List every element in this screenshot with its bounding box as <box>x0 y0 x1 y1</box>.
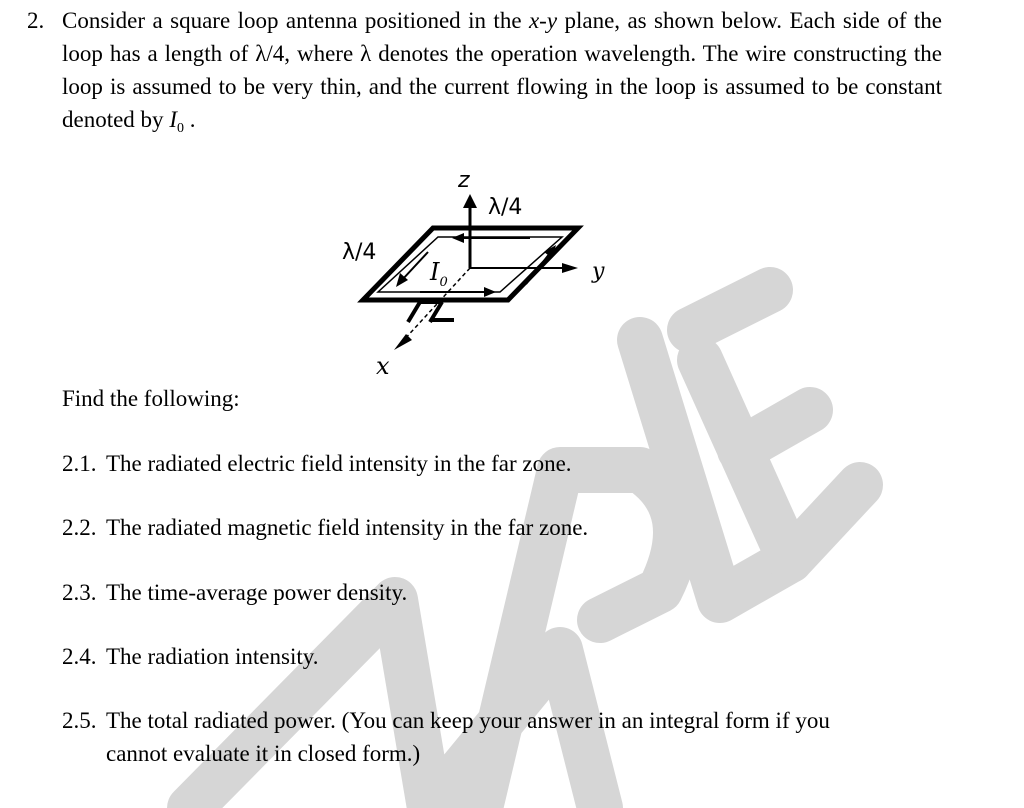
item-text: The radiation intensity. <box>106 644 319 669</box>
current-label <box>429 258 448 290</box>
find-heading: Find the following: <box>62 386 240 411</box>
z-axis-label: z <box>458 168 470 193</box>
loop-antenna-figure <box>330 160 630 382</box>
question-text-part: plane, as shown below. Each side of the loop has a length of λ/4, where λ denotes the operation wavelength. The wire constructing the loop is assumed to be very thin, and the current flowing in the loop is assumed to be constant denoted by <box>62 8 943 132</box>
question-text-part: Consider a square loop antenna positioned in the <box>62 8 529 33</box>
current-label-subscript: 0 <box>439 275 448 290</box>
item-text: The radiated electric field intensity in the far zone. <box>106 451 572 476</box>
list-item <box>62 511 588 544</box>
z-axis-arrowhead <box>463 194 477 208</box>
item-text: The radiated magnetic field intensity in the far zone. <box>106 515 589 540</box>
item-text: The time-average power density. <box>106 580 408 605</box>
y-axis-arrowhead <box>562 263 578 273</box>
current-symbol: I <box>169 107 177 132</box>
x-axis-label: x <box>376 352 390 380</box>
question-number: 2. <box>27 8 45 33</box>
question-text-end: . <box>189 107 196 132</box>
list-item <box>62 447 572 480</box>
current-label-symbol: I <box>430 258 440 286</box>
current-arrowhead-top <box>452 233 464 243</box>
top-side-length-label: λ/4 <box>488 195 523 220</box>
item-number: 2.4. <box>62 644 97 669</box>
item-text: The total radiated power. (You can keep your answer in an integral form if you <box>106 708 830 733</box>
left-side-length-label: λ/4 <box>342 240 377 265</box>
item-number: 2.2. <box>62 515 97 540</box>
list-item <box>62 640 318 673</box>
x-axis-arrowhead <box>394 334 412 350</box>
item-number: 2.3. <box>62 580 97 605</box>
current-arrowhead-bottom <box>484 287 496 297</box>
item-number: 2.5. <box>62 708 97 733</box>
xy-plane-symbol: x-y <box>528 8 558 33</box>
current-subscript: 0 <box>176 121 184 136</box>
y-axis-label: y <box>592 259 605 284</box>
item-number: 2.1. <box>62 451 97 476</box>
list-item <box>62 576 407 609</box>
feed-lead-1 <box>408 302 420 322</box>
list-item <box>62 704 902 770</box>
question-text <box>62 4 942 145</box>
item-text-continuation: cannot evaluate it in closed form.) <box>106 741 421 766</box>
